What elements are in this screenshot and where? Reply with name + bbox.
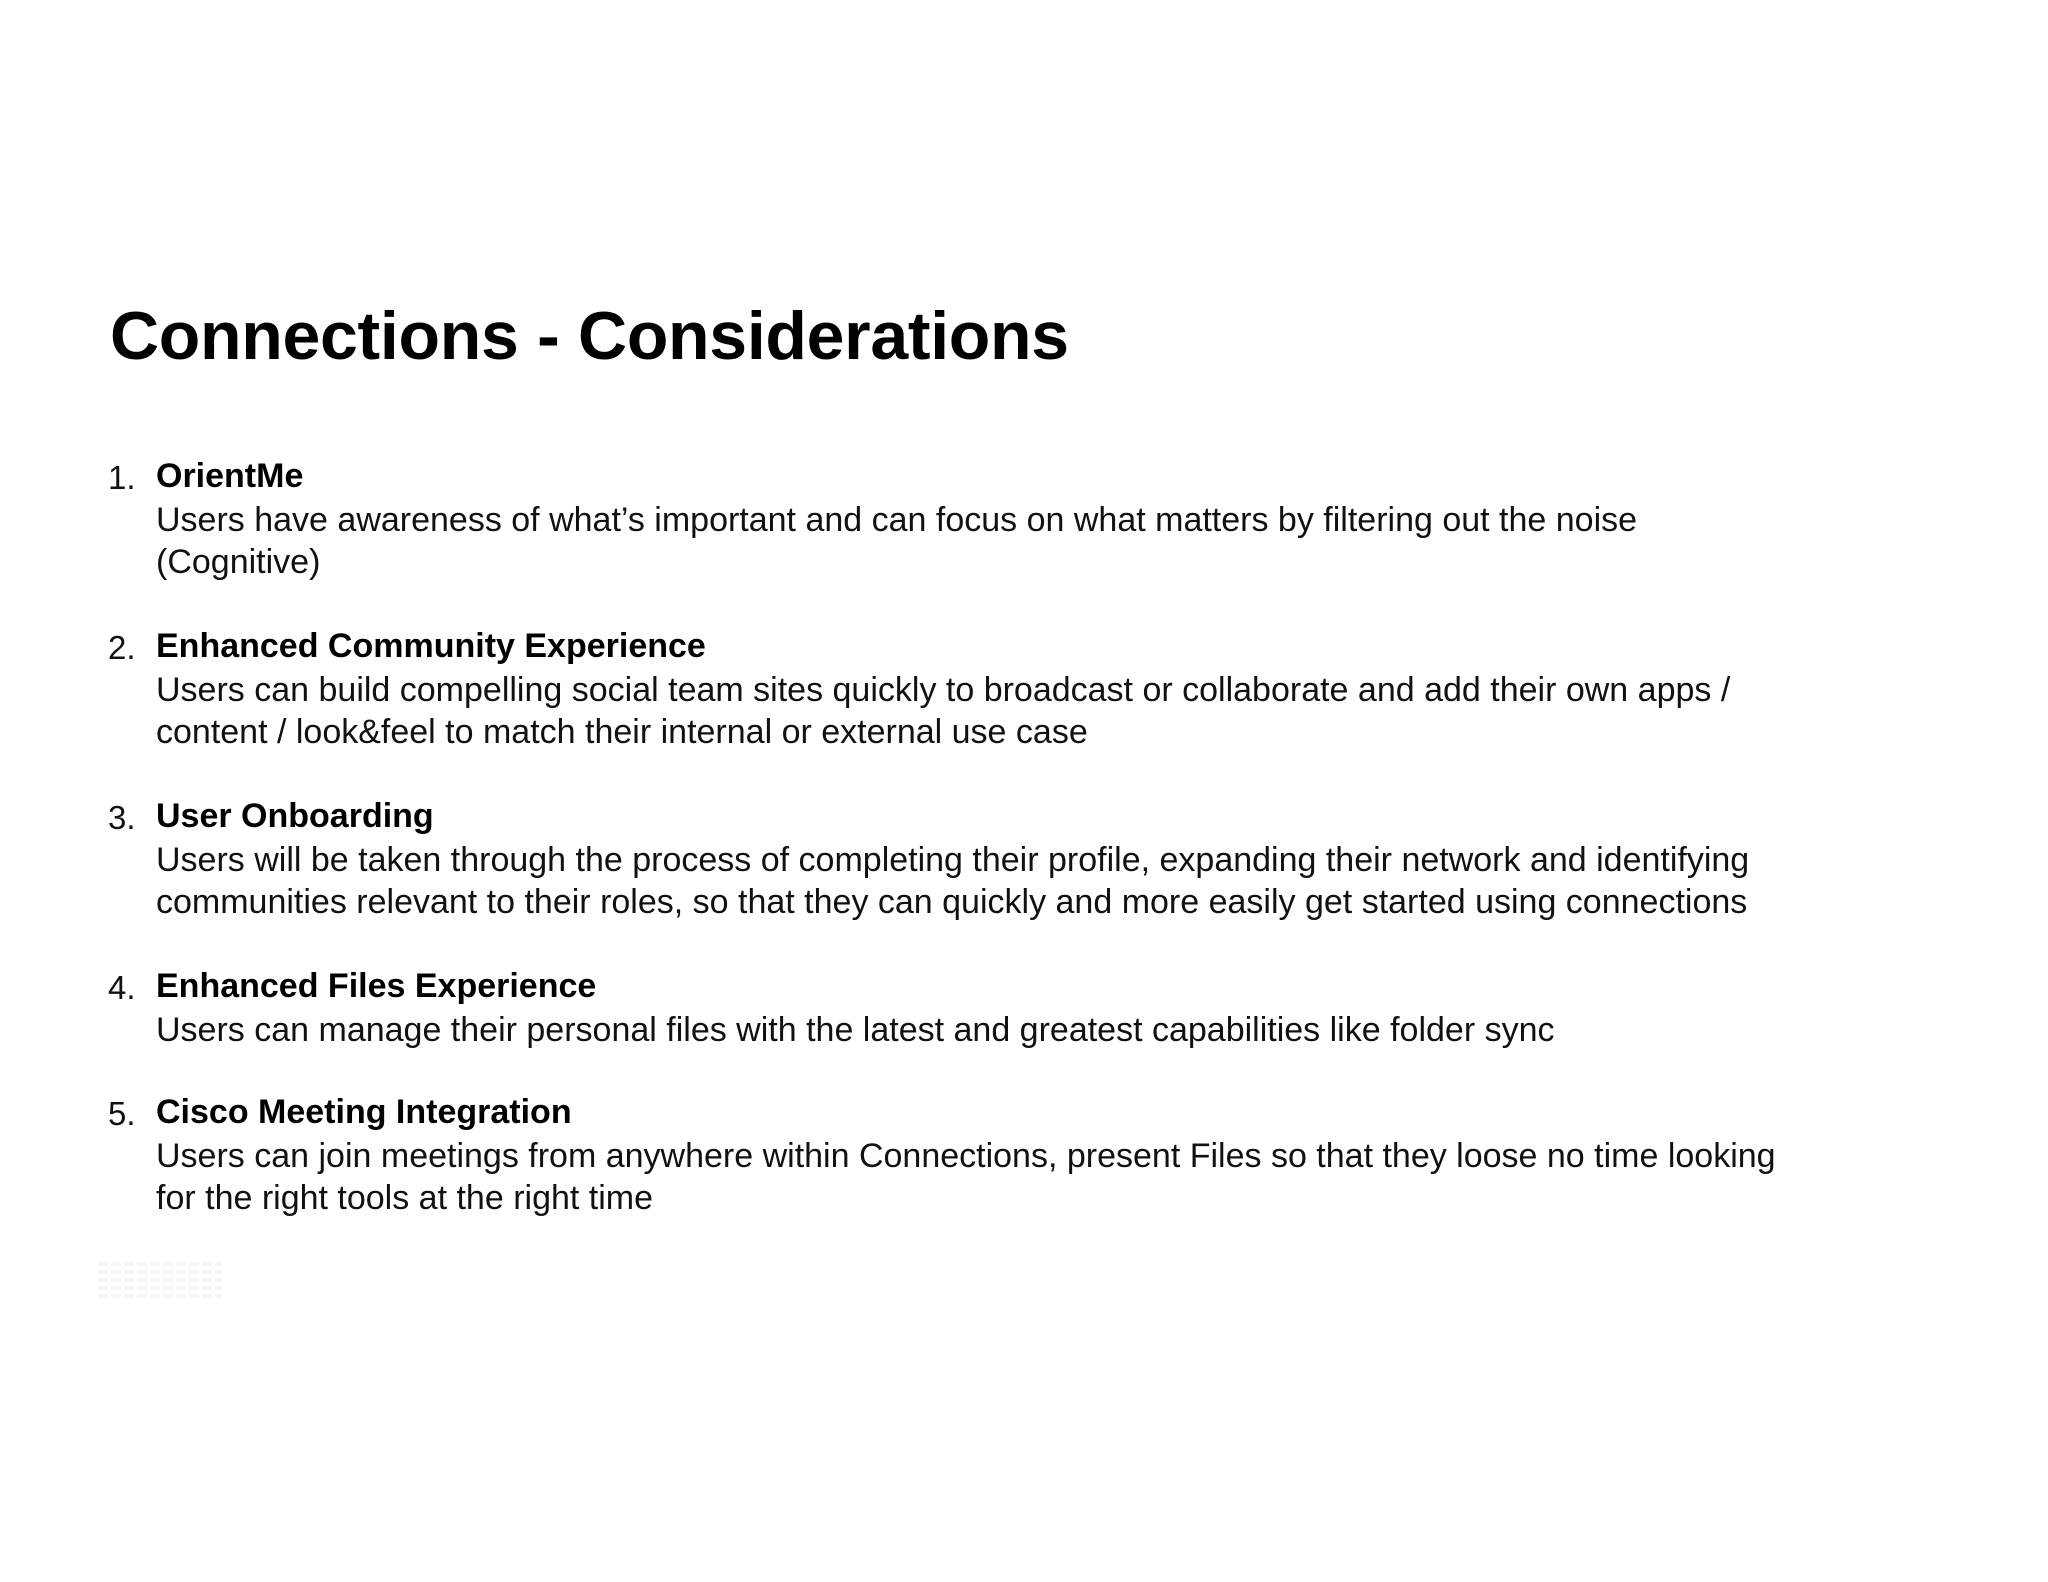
item-description-line: content / look&feel to match their internal or external use case — [156, 713, 1088, 751]
item-description-line: (Cognitive) — [156, 543, 321, 581]
item-heading: OrientMe — [156, 457, 304, 495]
item-description-line: Users can manage their personal files with the latest and greatest capabilities like folder sync — [156, 1011, 1555, 1049]
item-heading: Enhanced Files Experience — [156, 967, 597, 1005]
slide-title: Connections - Considerations — [110, 298, 1069, 374]
item-description-line: Users will be taken through the process of completing their profile, expanding their network and identifying — [156, 841, 1750, 879]
item-heading: User Onboarding — [156, 797, 434, 835]
item-description-line: Users can join meetings from anywhere within Connections, present Files so that they loose no time looking — [156, 1137, 1776, 1175]
item-description — [156, 1135, 1916, 1219]
item-description — [156, 499, 1916, 583]
item-description-line: Users can build compelling social team sites quickly to broadcast or collaborate and add their own apps / — [156, 671, 1731, 709]
item-description-line: Users have awareness of what’s important and can focus on what matters by filtering out the noise — [156, 501, 1638, 539]
item-heading: Cisco Meeting Integration — [156, 1093, 572, 1131]
item-number: 3. — [108, 799, 136, 836]
item-description — [156, 1009, 1916, 1051]
item-number: 1. — [108, 459, 136, 496]
item-description — [156, 839, 1916, 923]
ibm-logo-icon — [98, 1262, 222, 1314]
item-number: 4. — [108, 969, 136, 1006]
item-heading: Enhanced Community Experience — [156, 627, 706, 665]
item-number: 2. — [108, 629, 136, 666]
item-description — [156, 669, 1916, 753]
item-description-line: for the right tools at the right time — [156, 1179, 654, 1217]
item-description-line: communities relevant to their roles, so that they can quickly and more easily get started using connections — [156, 883, 1748, 921]
item-number: 5. — [108, 1095, 136, 1132]
